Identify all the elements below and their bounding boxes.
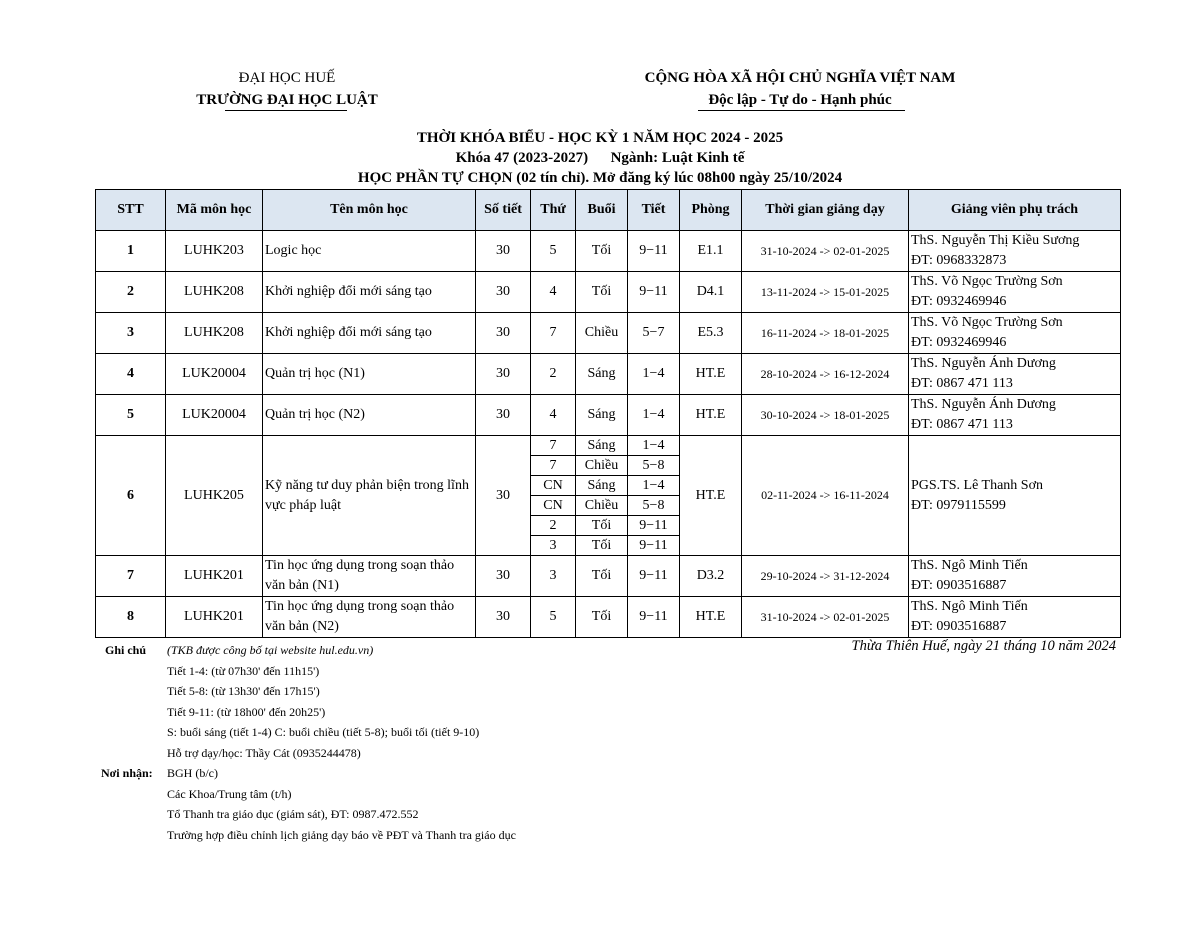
lecturer-phone: ĐT: 0932469946	[911, 335, 1007, 350]
row-slot: 5−7	[628, 313, 680, 354]
row-lecturer	[909, 231, 1121, 272]
row-day: 4	[531, 395, 576, 436]
row-session: Chiều	[576, 496, 628, 516]
row-day: 7	[531, 436, 576, 456]
col-header: Phòng	[680, 190, 742, 231]
row-day: 7	[531, 456, 576, 476]
row-room: HT.E	[680, 597, 742, 638]
org-line-1: ĐẠI HỌC HUẾ	[238, 70, 336, 86]
table-row	[96, 556, 1121, 597]
row-session: Tối	[576, 597, 628, 638]
row-day: 2	[531, 516, 576, 536]
col-header: STT	[96, 190, 166, 231]
row-day: 3	[531, 536, 576, 556]
recipient-line: Các Khoa/Trung tâm (t/h)	[167, 786, 292, 801]
row-stt: 6	[96, 436, 166, 556]
lecturer-name: ThS. Nguyễn Ánh Dương	[911, 397, 1056, 412]
col-header: Thời gian giảng dạy	[742, 190, 909, 231]
col-header: Buổi	[576, 190, 628, 231]
motto-underline	[698, 110, 905, 111]
lecturer-name: ThS. Ngô Minh Tiến	[911, 599, 1028, 614]
row-code: LUHK208	[166, 313, 263, 354]
row-time: 16-11-2024 -> 18-01-2025	[742, 313, 909, 354]
row-periods: 30	[476, 231, 531, 272]
row-slot: 9−11	[628, 516, 680, 536]
row-session: Sáng	[576, 395, 628, 436]
row-name: Quản trị học (N2)	[263, 395, 476, 436]
note-line: Tiết 5-8: (từ 13h30' đến 17h15')	[167, 684, 320, 698]
row-slot: 1−4	[628, 354, 680, 395]
lecturer-name: PGS.TS. Lê Thanh Sơn	[911, 477, 1043, 493]
table-row	[96, 272, 1121, 313]
col-header: Thứ	[531, 190, 576, 231]
row-lecturer	[909, 395, 1121, 436]
row-time: 30-10-2024 -> 18-01-2025	[742, 395, 909, 436]
row-room: HT.E	[680, 354, 742, 395]
row-room: HT.E	[680, 395, 742, 436]
row-name: Tin học ứng dụng trong soạn thảo văn bản (N2)	[263, 597, 476, 638]
org-underline	[225, 110, 347, 111]
dateline: Thừa Thiên Huế, ngày 21 tháng 10 năm 2024	[851, 638, 1116, 654]
timetable	[95, 189, 1121, 638]
row-periods: 30	[476, 395, 531, 436]
row-day: 2	[531, 354, 576, 395]
row-time: 31-10-2024 -> 02-01-2025	[742, 597, 909, 638]
row-slot: 9−11	[628, 597, 680, 638]
lecturer-phone: ĐT: 0932469946	[911, 294, 1007, 309]
org-header	[187, 67, 387, 111]
row-stt: 5	[96, 395, 166, 436]
row-slot: 1−4	[628, 476, 680, 496]
row-name: Logic học	[263, 231, 476, 272]
row-stt: 8	[96, 597, 166, 638]
row-lecturer	[909, 354, 1121, 395]
elective-info: HỌC PHẦN TỰ CHỌN (02 tín chỉ). Mở đăng ký lúc 08h00 ngày 25/10/2024	[357, 170, 843, 186]
row-session: Tối	[576, 556, 628, 597]
recipient-line: Trường hợp điều chỉnh lịch giảng dạy báo về PĐT và Thanh tra giáo dục	[167, 827, 516, 842]
note-line: S: buổi sáng (tiết 1-4) C: buổi chiều (tiết 5-8); buổi tối (tiết 9-10)	[167, 725, 480, 739]
row-day: 3	[531, 556, 576, 597]
row-time: 29-10-2024 -> 31-12-2024	[742, 556, 909, 597]
row-code: LUHK205	[166, 436, 263, 556]
lecturer-phone: ĐT: 0867 471 113	[911, 376, 1013, 391]
row-day: 4	[531, 272, 576, 313]
row-stt: 1	[96, 231, 166, 272]
table-row	[96, 313, 1121, 354]
row-room: HT.E	[680, 436, 742, 556]
row-time: 13-11-2024 -> 15-01-2025	[742, 272, 909, 313]
table-row	[96, 597, 1121, 638]
col-header: Mã môn học	[166, 190, 263, 231]
row-slot: 9−11	[628, 556, 680, 597]
row-slot: 1−4	[628, 395, 680, 436]
lecturer-name: ThS. Nguyễn Ánh Dương	[911, 356, 1056, 371]
row-periods: 30	[476, 354, 531, 395]
row-room: E5.3	[680, 313, 742, 354]
lecturer-phone: ĐT: 0968332873	[911, 253, 1007, 268]
row-day: 7	[531, 313, 576, 354]
row-session: Chiều	[576, 456, 628, 476]
row-session: Sáng	[576, 354, 628, 395]
row-slot: 9−11	[628, 231, 680, 272]
nation-header	[600, 67, 1000, 111]
row-code: LUHK201	[166, 556, 263, 597]
row-stt: 4	[96, 354, 166, 395]
row-slot: 1−4	[628, 436, 680, 456]
row-code: LUHK201	[166, 597, 263, 638]
row-periods: 30	[476, 556, 531, 597]
row-time: 02-11-2024 -> 16-11-2024	[742, 436, 909, 556]
website-note: (TKB được công bố tại website hul.edu.vn)	[167, 643, 374, 657]
row-day: 5	[531, 231, 576, 272]
notes-section	[95, 640, 516, 845]
row-name: Tin học ứng dụng trong soạn thảo văn bản (N1)	[263, 556, 476, 597]
nation-line-2: Độc lập - Tự do - Hạnh phúc	[708, 92, 892, 108]
course-info: Khóa 47 (2023-2027) Ngành: Luật Kinh tế	[455, 150, 745, 166]
table-row	[96, 231, 1121, 272]
row-periods: 30	[476, 272, 531, 313]
recipients-label: Nơi nhận:	[101, 766, 153, 780]
row-day: CN	[531, 496, 576, 516]
row-periods: 30	[476, 313, 531, 354]
row-session: Tối	[576, 231, 628, 272]
row-lecturer	[909, 313, 1121, 354]
table-body	[96, 231, 1121, 638]
table-row	[96, 436, 1121, 456]
row-lecturer	[909, 272, 1121, 313]
row-session: Tối	[576, 536, 628, 556]
col-header: Tiết	[628, 190, 680, 231]
row-room: E1.1	[680, 231, 742, 272]
row-session: Tối	[576, 272, 628, 313]
note-line: Hỗ trợ dạy/học: Thầy Cát (0935244478)	[167, 745, 361, 760]
col-header: Tên môn học	[263, 190, 476, 231]
note-line: Tiết 1-4: (từ 07h30' đến 11h15')	[167, 663, 320, 678]
row-slot: 9−11	[628, 272, 680, 313]
col-header: Số tiết	[476, 190, 531, 231]
col-header: Giảng viên phụ trách	[909, 190, 1121, 231]
table-header-row	[96, 190, 1121, 231]
row-code: LUK20004	[166, 354, 263, 395]
recipient-line: BGH (b/c)	[167, 766, 218, 780]
row-stt: 2	[96, 272, 166, 313]
lecturer-name: ThS. Võ Ngọc Trường Sơn	[911, 274, 1063, 289]
row-stt: 7	[96, 556, 166, 597]
row-session: Sáng	[576, 436, 628, 456]
row-name: Khởi nghiệp đổi mới sáng tạo	[263, 272, 476, 313]
page-title: THỜI KHÓA BIỂU - HỌC KỲ 1 NĂM HỌC 2024 - 2025	[416, 130, 784, 146]
row-periods: 30	[476, 597, 531, 638]
lecturer-name: ThS. Nguyễn Thị Kiều Sương	[911, 233, 1080, 248]
row-name: Kỹ năng tư duy phản biện trong lĩnh vực pháp luật	[263, 436, 476, 556]
lecturer-phone: ĐT: 0867 471 113	[911, 417, 1013, 432]
org-line-2: TRƯỜNG ĐẠI HỌC LUẬT	[196, 92, 378, 108]
row-code: LUK20004	[166, 395, 263, 436]
row-slot: 9−11	[628, 536, 680, 556]
row-room: D3.2	[680, 556, 742, 597]
row-session: Tối	[576, 516, 628, 536]
row-session: Chiều	[576, 313, 628, 354]
row-day: 5	[531, 597, 576, 638]
recipient-line: Tổ Thanh tra giáo dục (giám sát), ĐT: 0987.472.552	[167, 807, 419, 821]
row-periods: 30	[476, 436, 531, 556]
row-lecturer	[909, 556, 1121, 597]
row-session: Sáng	[576, 476, 628, 496]
row-lecturer	[909, 597, 1121, 638]
row-slot: 5−8	[628, 456, 680, 476]
lecturer-name: ThS. Ngô Minh Tiến	[911, 558, 1028, 573]
row-time: 28-10-2024 -> 16-12-2024	[742, 354, 909, 395]
row-code: LUHK208	[166, 272, 263, 313]
row-time: 31-10-2024 -> 02-01-2025	[742, 231, 909, 272]
table-row	[96, 395, 1121, 436]
row-slot: 5−8	[628, 496, 680, 516]
lecturer-phone: ĐT: 0903516887	[911, 578, 1007, 593]
notes-label: Ghi chú	[105, 643, 147, 657]
lecturer-phone: ĐT: 0979115599	[911, 497, 1006, 513]
row-day: CN	[531, 476, 576, 496]
row-name: Quản trị học (N1)	[263, 354, 476, 395]
row-room: D4.1	[680, 272, 742, 313]
row-code: LUHK203	[166, 231, 263, 272]
row-lecturer	[909, 436, 1121, 556]
nation-line-1: CỘNG HÒA XÃ HỘI CHỦ NGHĨA VIỆT NAM	[644, 70, 956, 86]
table-row	[96, 354, 1121, 395]
lecturer-phone: ĐT: 0903516887	[911, 619, 1007, 634]
lecturer-name: ThS. Võ Ngọc Trường Sơn	[911, 315, 1063, 330]
row-name: Khởi nghiệp đổi mới sáng tạo	[263, 313, 476, 354]
row-stt: 3	[96, 313, 166, 354]
note-line: Tiết 9-11: (từ 18h00' đến 20h25')	[167, 704, 326, 719]
